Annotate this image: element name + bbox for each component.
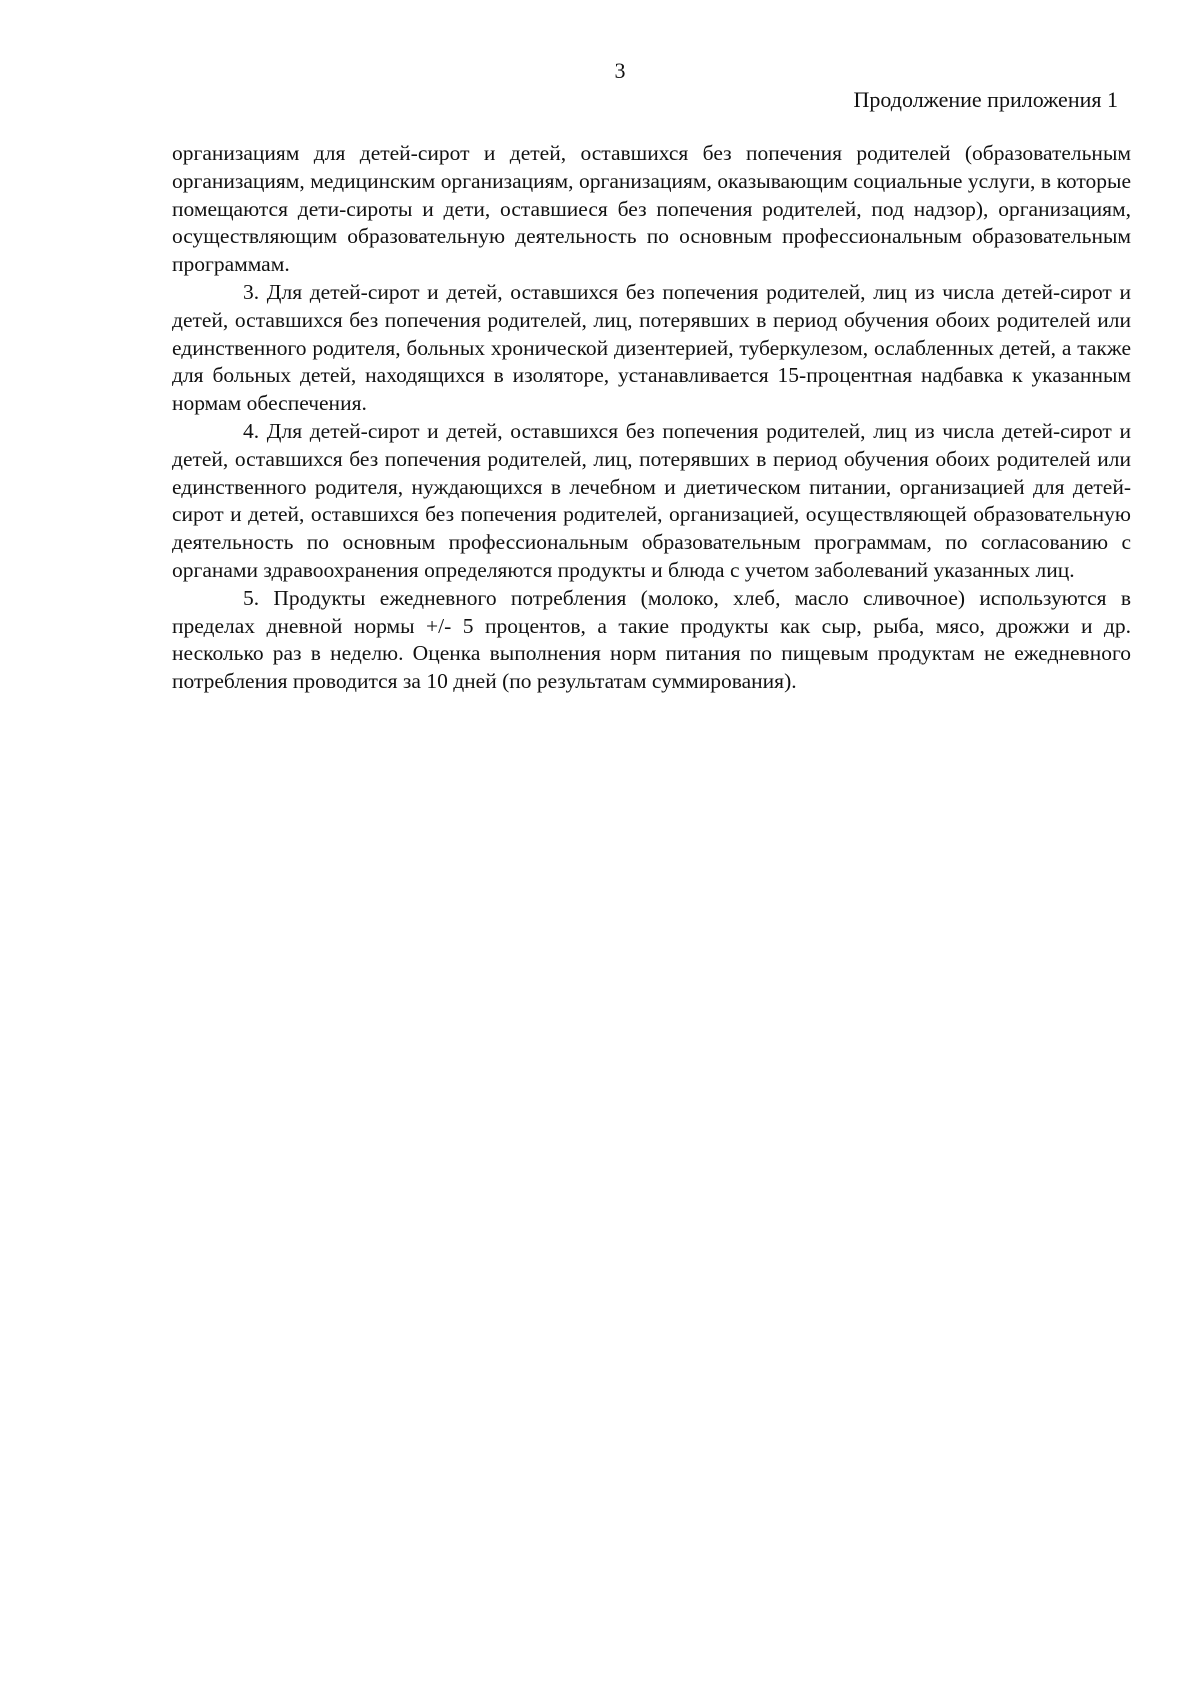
paragraph-item-4: 4. Для детей-сирот и детей, оставшихся без попечения родителей, лиц из числа детей-сирот и детей, оставшихся без попечения родителей, лиц, потерявших в период обучения обоих родителей или единственного родителя, нуждающихся в лечебном и диетическом питании, организацией для детей-сирот и детей, оставшихся без попечения родителей, организацией, осуществляющей образовательную деятельность по основным профессиональным образовательным программам, по согласованию с органами здравоохранения определяются продукты и блюда с учетом заболеваний указанных лиц. bbox=[172, 418, 1131, 582]
paragraph-item-5: 5. Продукты ежедневного потребления (молоко, хлеб, масло сливочное) используются в пределах дневной нормы +/- 5 процентов, а такие продукты как сыр, рыба, мясо, дрожжи и др. несколько раз в неделю. Оценка выполнения норм питания по пищевым продуктам не ежедневного потребления проводится за 10 дней (по результатам суммирования). bbox=[172, 585, 1131, 694]
page-number: 3 bbox=[614, 58, 626, 83]
appendix-continuation-label: Продолжение приложения 1 bbox=[853, 87, 1118, 112]
paragraph-continuation: организациям для детей-сирот и детей, оставшихся без попечения родителей (образовательным организациям, медицинским организациям, организациям, оказывающим социальные услуги, в которые помещаются дети-сироты и дети, оставшиеся без попечения родителей, под надзор), организациям, осуществляющим образовательную деятельность по основным профессиональным образовательным программам. bbox=[172, 141, 1131, 277]
body-text bbox=[172, 140, 1131, 696]
paragraph-item-3: 3. Для детей-сирот и детей, оставшихся без попечения родителей, лиц из числа детей-сирот и детей, оставшихся без попечения родителей, лиц, потерявших в период обучения обоих родителей или единственного родителя, больных хронической дизентерией, туберкулезом, ослабленных детей, а также для больных детей, находящихся в изоляторе, устанавливается 15-процентная надбавка к указанным нормам обеспечения. bbox=[172, 279, 1131, 416]
